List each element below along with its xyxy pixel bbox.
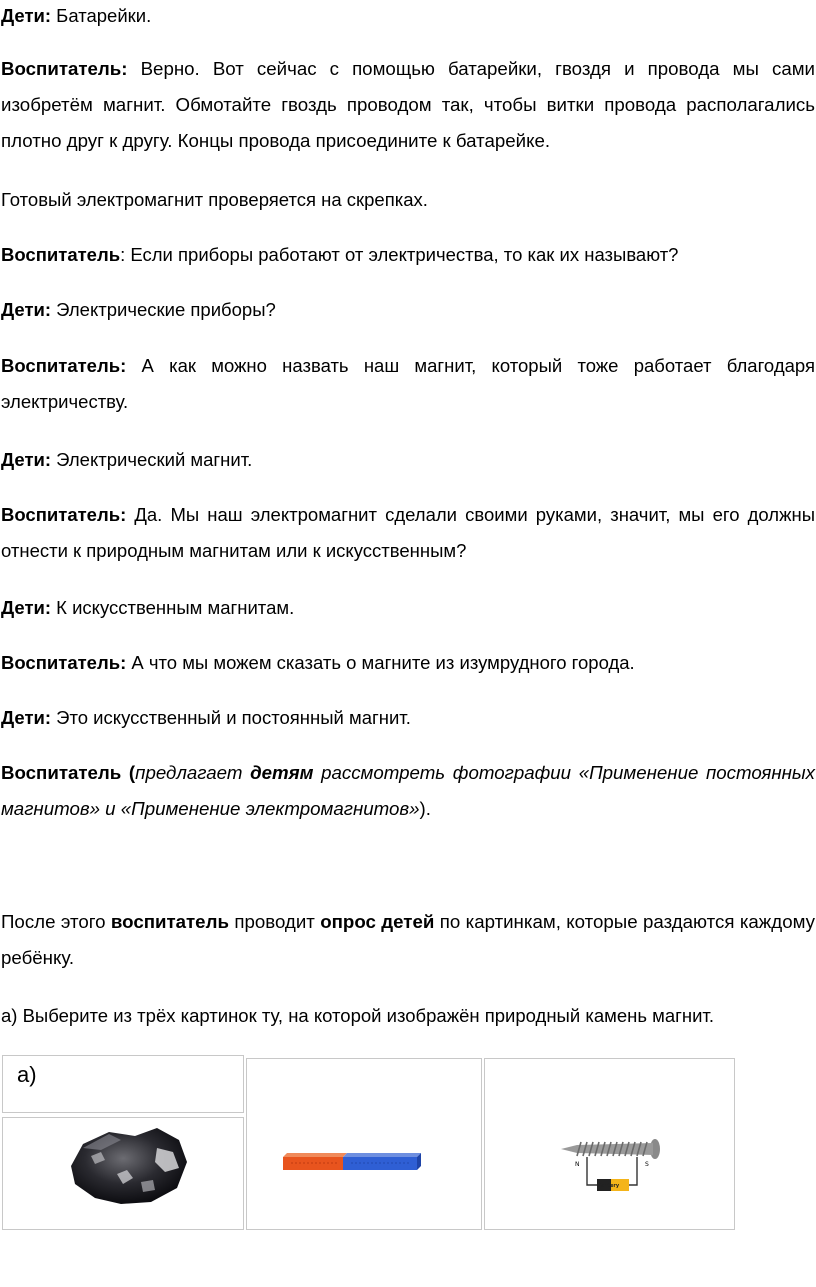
dialog-line-5 (1, 292, 815, 328)
natural-stone-image[interactable] (61, 1118, 195, 1208)
image-cell-bar-magnet (246, 1058, 482, 1230)
open-paren: ( (121, 762, 136, 783)
speaker: Дети: (1, 449, 52, 470)
table-label: а) (17, 1062, 37, 1087)
question-a: а) Выберите из трёх картинок ту, на которой изображён природный камень магнит. (1, 1005, 714, 1026)
instruction-bold-italic: детям (250, 762, 314, 783)
pole-s-label: S (645, 1161, 649, 1168)
instruction-paragraph (1, 755, 815, 827)
dialog-line-6 (1, 348, 815, 420)
instruction-italic: рассмотреть фотографии «Применение постоянных магнитов» и «Применение электромагнитов» (1, 762, 815, 819)
battery-label: Battery (598, 1183, 620, 1189)
dialog-line-11 (1, 700, 815, 736)
image-cell-stone (2, 1117, 244, 1230)
survey-text: проводит (228, 911, 321, 932)
dialog-text: Электрический магнит. (51, 449, 253, 470)
survey-text: по картинкам, которые раздаются каждому ребёнку. (1, 911, 815, 968)
speaker: Воспитатель: (1, 58, 128, 79)
speaker: Дети: (1, 5, 52, 26)
dialog-text: : Если приборы работают от электричества, то как их называют? (120, 244, 679, 265)
survey-bold: опрос детей (320, 911, 435, 932)
dialog-line-8 (1, 497, 815, 569)
dialog-line-10 (1, 645, 815, 681)
electromagnet-image[interactable] (557, 1133, 665, 1203)
bar-magnet-image[interactable] (281, 1149, 423, 1175)
close-paren: ). (419, 798, 431, 819)
dialog-text: Это искусственный и постоянный магнит. (51, 707, 411, 728)
dialog-line-2 (1, 51, 815, 159)
dialog-line-7 (1, 442, 815, 478)
survey-text: После этого (1, 911, 111, 932)
speaker: Дети: (1, 299, 52, 320)
speaker: Воспитатель (1, 244, 121, 265)
dialog-line-3 (1, 182, 815, 218)
dialog-line-4 (1, 237, 815, 273)
speaker: Воспитатель (1, 762, 122, 783)
speaker: Дети: (1, 597, 52, 618)
dialog-line-1 (1, 0, 815, 34)
speaker: Дети: (1, 707, 52, 728)
dialog-text: К искусственным магнитам. (51, 597, 295, 618)
image-cell-electromagnet (484, 1058, 735, 1230)
dialog-text: А что мы можем сказать о магните из изумрудного города. (126, 652, 635, 673)
instruction-italic: предлагает (135, 762, 251, 783)
image-table (2, 1055, 735, 1230)
dialog-text: Батарейки. (51, 5, 152, 26)
dialog-text: Верно. Вот сейчас с помощью батарейки, гвоздя и провода мы сами изобретём магнит. Обмотайте гвоздь проводом так, чтобы витки провода располагались плотно друг к другу. Концы провода присоедините к батарейке. (1, 58, 815, 151)
label-cell (2, 1055, 244, 1113)
dialog-line-9 (1, 590, 815, 626)
survey-bold: воспитатель (110, 911, 229, 932)
speaker: Воспитатель: (1, 652, 127, 673)
speaker: Воспитатель: (1, 355, 127, 376)
speaker: Воспитатель: (1, 504, 127, 525)
pole-n-label: N (575, 1161, 580, 1168)
dialog-text: А как можно назвать наш магнит, который тоже работает благодаря электричеству. (1, 355, 815, 412)
dialog-text: Да. Мы наш электромагнит сделали своими руками, значит, мы его должны отнести к природным магнитам или к искусственным? (1, 504, 815, 561)
dialog-text: Готовый электромагнит проверяется на скрепках. (1, 189, 428, 210)
survey-paragraph (1, 904, 815, 976)
dialog-text: Электрические приборы? (51, 299, 276, 320)
